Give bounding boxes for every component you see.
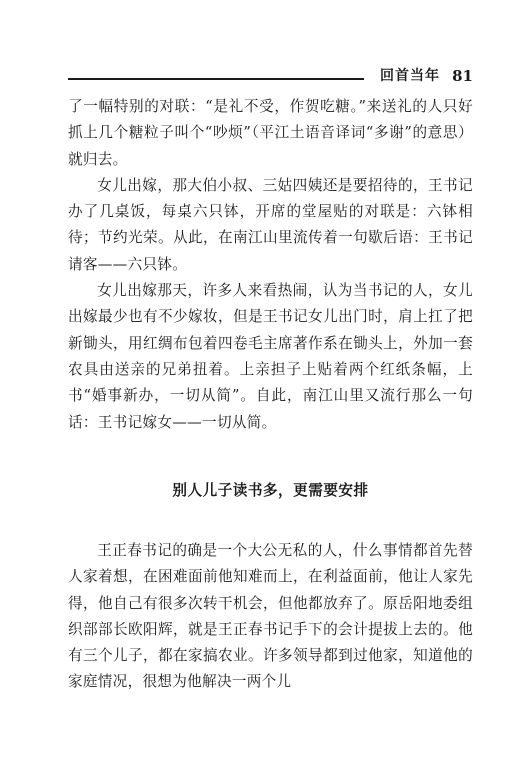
body-text-bottom <box>68 538 473 696</box>
page-number: 81 <box>452 67 473 85</box>
header-rule <box>68 78 364 80</box>
running-header <box>68 66 473 90</box>
paragraph: 女儿出嫁那天，许多人来看热闹，认为当书记的人，女儿出嫁最少也有不少嫁妆，但是王书记女儿出门时，肩上扛了把新锄头，用红绸布包着四卷毛主席著作系在锄头上，外加一套农具由送亲的兄弟扭着。上亲担子上贴着两个红纸条幅，上书“婚事新办，一切从简”。自此，南江山里又流行那么一句话：王书记嫁女——一切从简。 <box>68 282 473 431</box>
paragraph: 女儿出嫁，那大伯小叔、三姑四姨还是要招待的，王书记办了几桌饭，每桌六只钵，开席的堂屋贴的对联是：六钵相待；节约光荣。从此，在南江山里流传着一句歇后语：王书记请客——六只钵。 <box>68 176 473 273</box>
section-heading: 别人儿子读书多，更需要安排 <box>172 482 369 499</box>
paragraph: 王正春书记的确是一个大公无私的人，什么事情都首先替人家着想，在困难面前他知难而上，在利益面前，他让人家先得，他自己有很多次转干机会，但他都放弃了。原岳阳地委组织部部长欧阳辉，就是王正春书记手下的会计提拔上去的。他有三个儿子，都在家搞农业。许多领导都到过他家，知道他的家庭情况，很想为他解决一两个儿 <box>68 542 473 691</box>
paragraph-continued: 了一幅特别的对联：“是礼不受，作贺吃糖。”来送礼的人只好抓上几个糖粒子叫个“吵烦”（平江土语音译词“多谢”的意思）就归去。 <box>68 98 473 168</box>
body-text-top <box>68 94 473 436</box>
running-header-title: 回首当年 <box>380 68 440 84</box>
